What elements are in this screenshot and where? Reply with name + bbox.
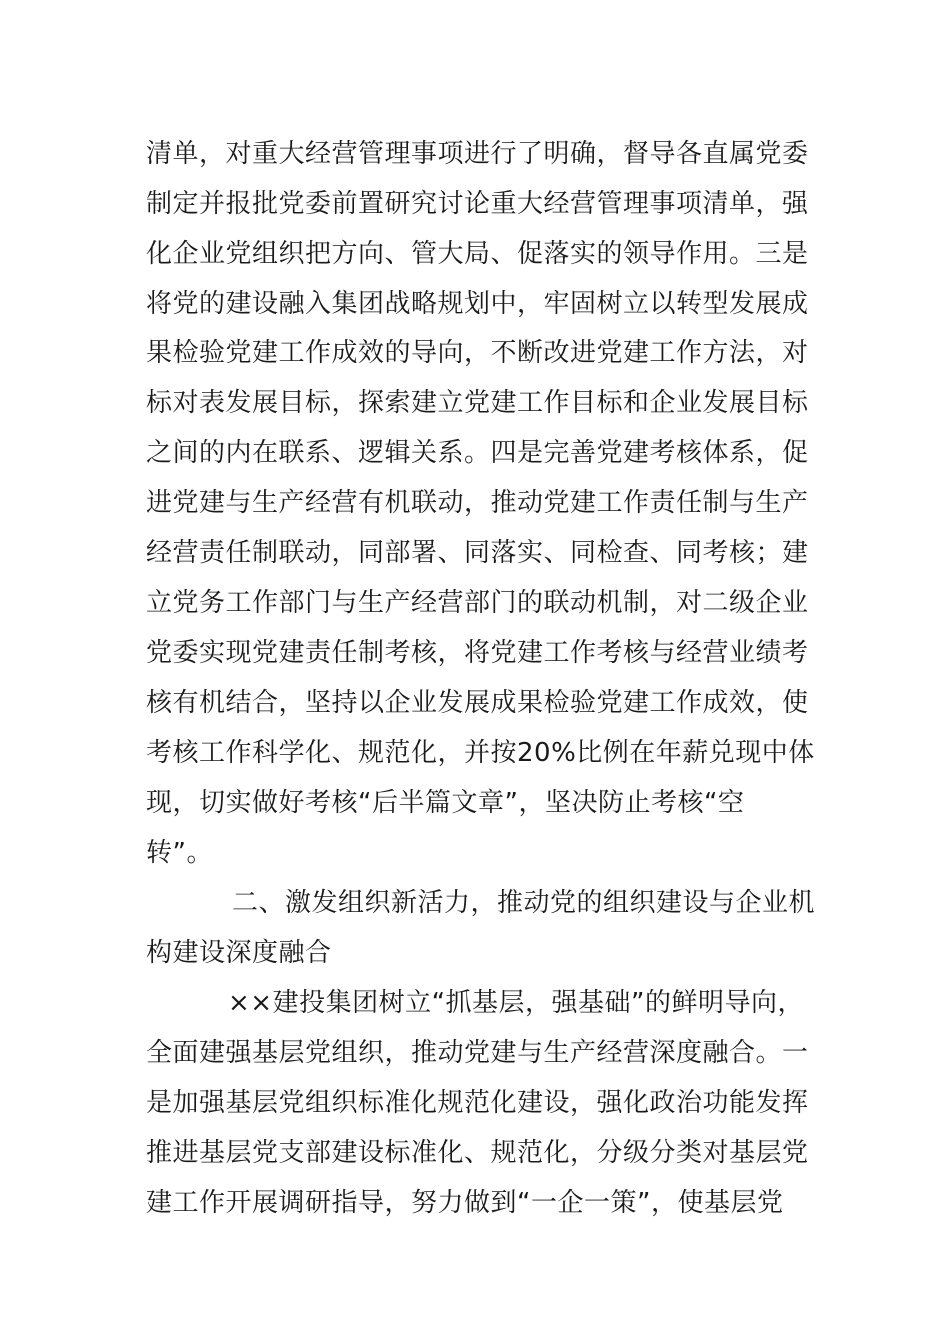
text-line: 党委实现党建责任制考核，将党建工作考核与经营业绩考 [146,638,809,668]
text-line: 标对表发展目标，探索建立党建工作目标和企业发展目标 [146,388,809,418]
text-line: 制定并报批党委前置研究讨论重大经营管理事项清单，强 [146,189,809,219]
text-line: 将党的建设融入集团战略规划中，牢固树立以转型发展成 [146,289,809,319]
text-line: 转”。 [146,838,213,868]
text-line: 全面建强基层党组织，推动党建与生产经营深度融合。一 [146,1038,809,1068]
text-line: ××建投集团树立“抓基层，强基础”的鲜明导向， [228,988,805,1018]
text-line: 推进基层党支部建设标准化、规范化，分级分类对基层党 [146,1138,809,1168]
text-line: 经营责任制联动，同部署、同落实、同检查、同考核；建 [146,538,809,568]
section-heading: 二、激发组织新活力，推动党的组织建设与企业机 [232,888,816,918]
text-line: 果检验党建工作成效的导向，不断改进党建工作方法，对 [146,338,809,368]
text-line: 核有机结合，坚持以企业发展成果检验党建工作成效，使 [146,688,809,718]
text-line: 立党务工作部门与生产经营部门的联动机制，对二级企业 [146,588,809,618]
text-line: 现，切实做好考核“后半篇文章”，坚决防止考核“空 [146,788,745,818]
text-line: 清单，对重大经营管理事项进行了明确，督导各直属党委 [146,139,809,169]
section-heading: 构建设深度融合 [146,938,332,968]
text-line: 建工作开展调研指导，努力做到“一企一策”，使基层党 [146,1188,784,1218]
text-line: 之间的内在联系、逻辑关系。四是完善党建考核体系，促 [146,438,809,468]
text-line: 化企业党组织把方向、管大局、促落实的领导作用。三是 [146,239,809,269]
text-line: 考核工作科学化、规范化，并按20%比例在年薪兑现中体 [146,738,815,768]
text-line: 是加强基层党组织标准化规范化建设，强化政治功能发挥 [146,1088,809,1118]
text-line: 进党建与生产经营有机联动，推动党建工作责任制与生产 [146,488,809,518]
